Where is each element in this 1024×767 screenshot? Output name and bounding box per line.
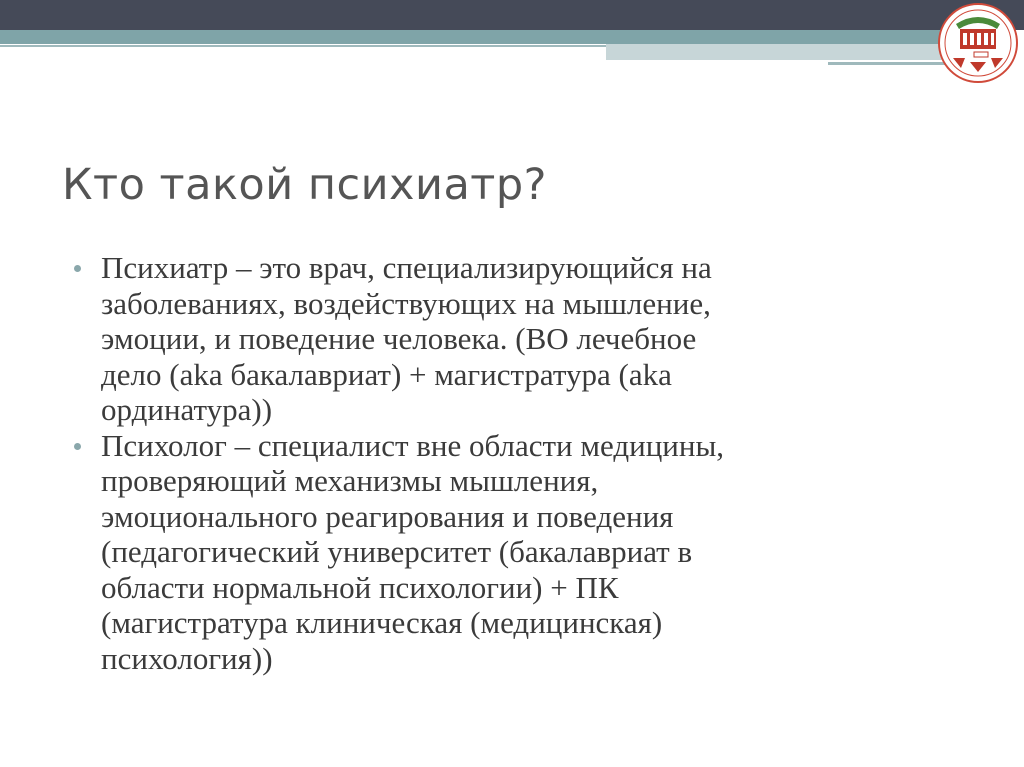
bullet-line: ординатура))	[101, 392, 273, 427]
header-light-bar	[606, 44, 960, 60]
bullet-line: (педагогический университет (бакалавриат в	[101, 534, 693, 569]
header-thin-line	[0, 45, 606, 47]
bullet-line: психология))	[101, 640, 273, 676]
bullet-item-psychologist	[72, 428, 952, 677]
bullet-line: Психиатр – это врач, специализирующийся на	[101, 250, 712, 285]
bullet-line: проверяющий механизмы мышления,	[101, 463, 599, 498]
slide-title: Кто такой психиатр?	[62, 160, 547, 210]
bullet-line: (магистратура клиническая (медицинская)	[101, 605, 663, 640]
bullet-dot-icon	[74, 265, 81, 272]
bullet-line: заболеваниях, воздействующих на мышление,	[101, 285, 711, 321]
bullet-item-psychiatrist	[72, 250, 952, 428]
university-seal-icon	[937, 2, 1019, 84]
header-dark-bar	[0, 0, 1024, 30]
bullet-dot-icon	[74, 443, 81, 450]
bullet-line: эмоции, и поведение человека. (ВО лечебное	[101, 321, 697, 356]
header-teal-bar	[0, 30, 960, 44]
bullet-line: области нормальной психологии) + ПК	[101, 569, 619, 605]
bullet-line: Психолог – специалист вне области медицины,	[101, 427, 725, 463]
bullet-line: эмоционального реагирования и поведения	[101, 498, 674, 534]
bullet-line: дело (aka бакалавриат) + магистратура (aka	[101, 356, 672, 392]
bullet-list	[72, 250, 952, 676]
